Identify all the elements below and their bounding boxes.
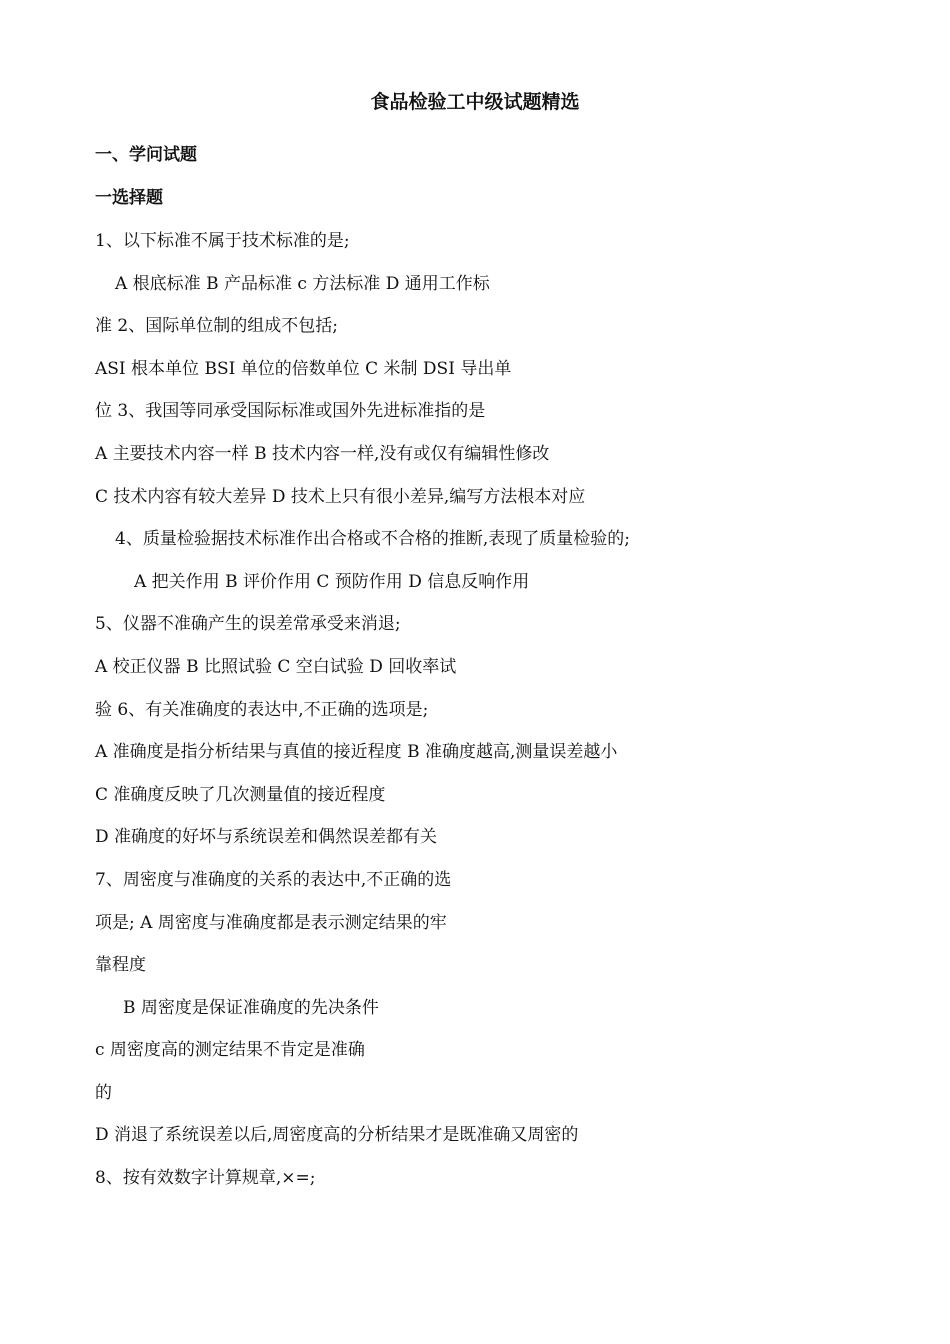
question-line: 4、质量检验据技术标准作出合格或不合格的推断,表现了质量检验的; (115, 529, 630, 549)
answer-options-line: ASI 根本单位 BSI 单位的倍数单位 C 米制 DSI 导出单 (95, 359, 512, 379)
question-line: 位 3、我国等同承受国际标准或国外先进标准指的是 (95, 401, 486, 421)
answer-options-line: B 周密度是保证准确度的先决条件 (123, 998, 379, 1018)
document-title: 食品检验工中级试题精选 (370, 91, 580, 113)
section-heading: 一、学问试题 (95, 145, 197, 165)
question-line: 8、按有效数字计算规章,×=; (95, 1168, 316, 1188)
question-line: 项是; A 周密度与准确度都是表示测定结果的牢 (95, 913, 447, 933)
answer-options-line: D 准确度的好坏与系统误差和偶然误差都有关 (95, 827, 438, 847)
question-line: 验 6、有关准确度的表达中,不正确的选项是; (95, 700, 429, 720)
question-line: 7、周密度与准确度的关系的表达中,不正确的选 (95, 870, 452, 890)
answer-options-line: A 校正仪器 B 比照试验 C 空白试验 D 回收率试 (95, 657, 457, 677)
answer-options-line: D 消退了系统误差以后,周密度高的分析结果才是既准确又周密的 (95, 1125, 579, 1145)
question-line: 5、仪器不准确产生的误差常承受来消退; (95, 614, 401, 634)
answer-options-line: A 准确度是指分析结果与真值的接近程度 B 准确度越高,测量误差越小 (95, 742, 618, 762)
answer-options-line: A 把关作用 B 评价作用 C 预防作用 D 信息反响作用 (134, 572, 530, 592)
subsection-heading: 一选择题 (95, 188, 163, 208)
answer-options-line: C 准确度反映了几次测量值的接近程度 (95, 785, 386, 805)
question-line: 1、以下标准不属于技术标准的是; (95, 231, 350, 251)
answer-options-line: A 根底标准 B 产品标准 c 方法标准 D 通用工作标 (115, 274, 490, 294)
answer-options-line: C 技术内容有较大差异 D 技术上只有很小差异,编写方法根本对应 (95, 487, 586, 507)
answer-options-line: 的 (95, 1083, 112, 1103)
answer-options-line: c 周密度高的测定结果不肯定是准确 (95, 1040, 365, 1060)
answer-options-line: A 主要技术内容一样 B 技术内容一样,没有或仅有编辑性修改 (95, 444, 550, 464)
answer-options-line: 靠程度 (95, 955, 146, 975)
question-line: 准 2、国际单位制的组成不包括; (95, 316, 338, 336)
